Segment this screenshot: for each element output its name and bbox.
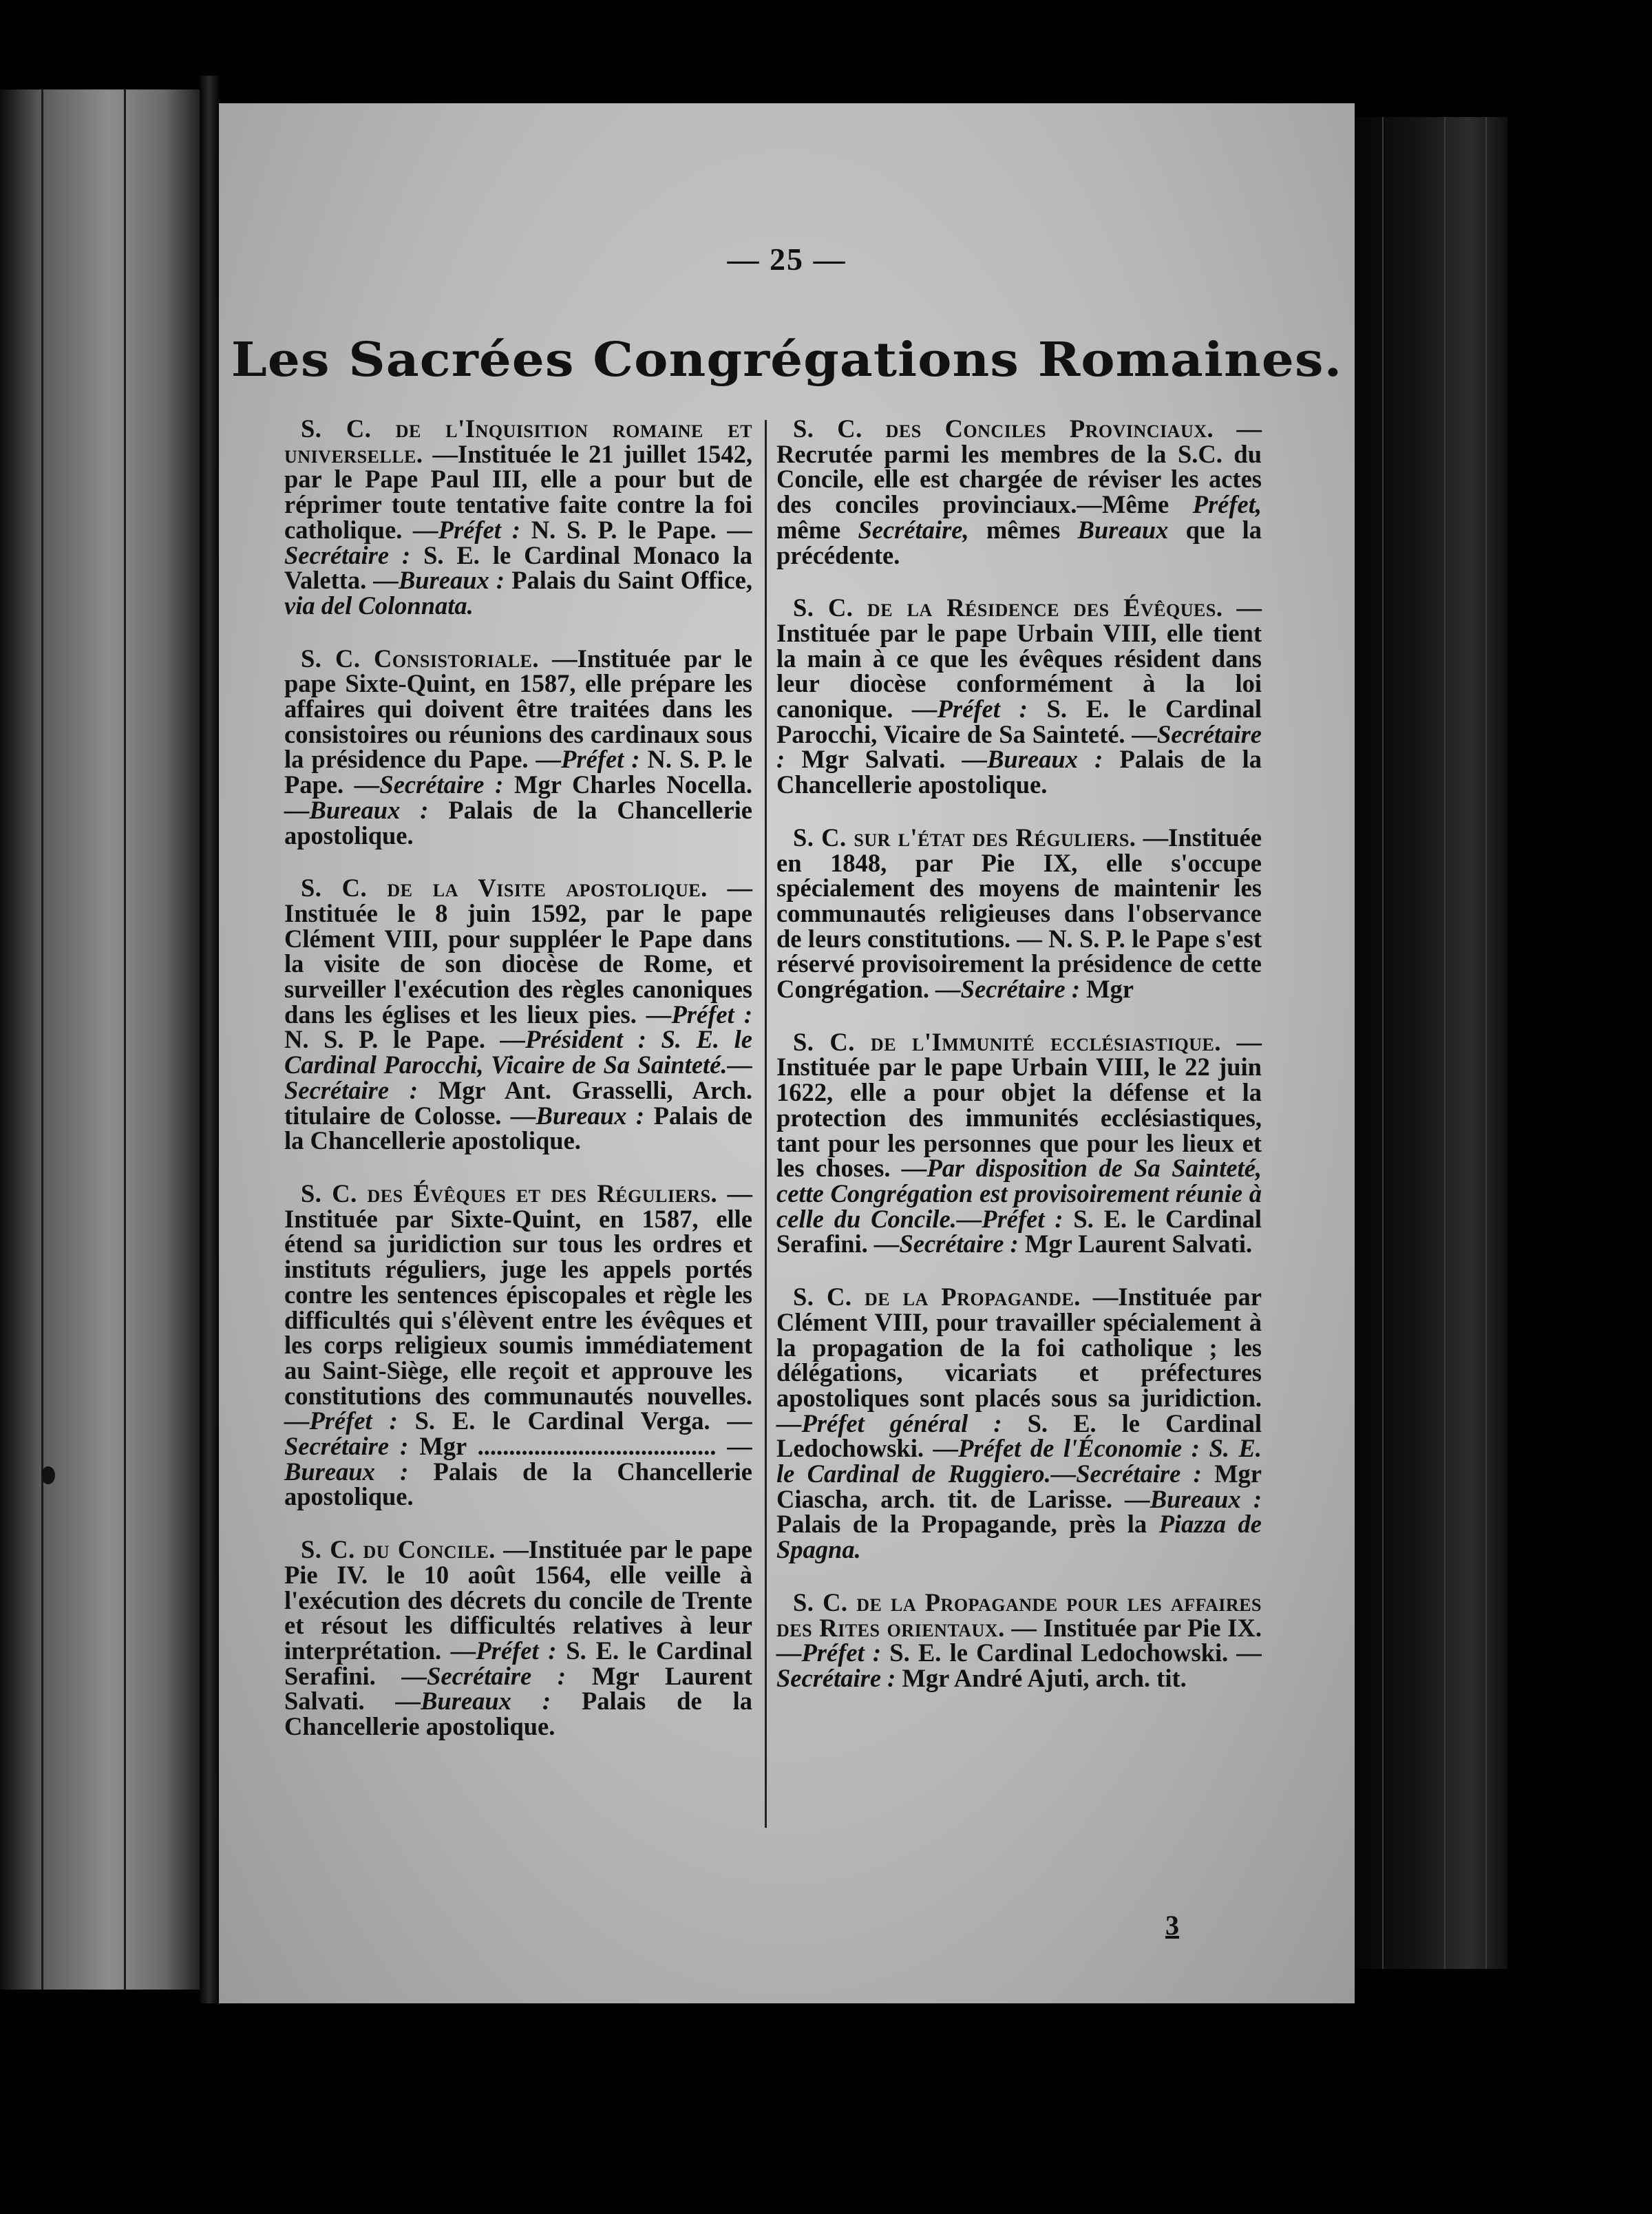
entry-body: —Recrutée parmi les membres de la S.C. du Concile, elle est chargée de réviser les actes des conciles provinciaux.—Même	[776, 414, 1262, 519]
secretaire-name: Mgr Salvati.	[801, 745, 946, 774]
secretaire-label: —Secrétaire :	[935, 975, 1080, 1004]
bureaux-address: Palais de la Chancellerie apostolique.	[284, 1457, 752, 1511]
congregation-entry	[776, 414, 1262, 569]
congregation-entry	[284, 1181, 752, 1510]
secretaire-label: —Président : S. E. le Cardinal Parocchi, Vicaire de Sa Sainteté.—Secrétaire :	[284, 1025, 753, 1104]
bureaux-address: Palais du Saint Office,	[511, 566, 753, 595]
secretaire-name: Mgr Ant. Grasselli, Arch. titulaire de Colosse.	[284, 1075, 753, 1130]
bureaux-label: —Bureaux :	[373, 566, 505, 595]
entry-heading: S. C. de la Propagande.	[793, 1283, 1081, 1311]
entry-body: — Instituée par Pie IX.	[1011, 1613, 1262, 1642]
entry-body: —Instituée le 8 juin 1592, par le pape Clément VIII, pour suppléer le Pape dans la visite de son diocèse de Rome, et surveiller l'exécution des règles canoniques dans les églises et les lieux pies.	[284, 874, 752, 1029]
entry-heading: S. C. du Concile.	[301, 1535, 496, 1564]
congregation-entry	[284, 646, 752, 849]
entry-body: —Instituée par le pape Pie IV. le 10 août 1564, elle veille à l'exécution des décrets du concile de Trente et résout les difficultés relatives à leur interprétation.	[284, 1535, 753, 1665]
congregation-entry	[284, 876, 752, 1154]
book-fore-edge	[1355, 117, 1507, 1969]
prefet-name: S. E. le Cardinal Serafini.	[284, 1636, 752, 1690]
congregation-entry	[776, 825, 1262, 1002]
secretaire-name: Mgr Ciascha, arch. tit. de Larisse.	[776, 1459, 1262, 1513]
bureaux-label: — Bureaux :	[284, 1432, 753, 1486]
entry-heading: S. C. sur l'état des Réguliers.	[793, 823, 1136, 852]
bureaux-label: —Bureaux :	[510, 1101, 645, 1130]
secretaire-label: —Secrétaire :	[354, 770, 504, 799]
entry-body: —Instituée en 1848, par Pie IX, elle s'occupe spécialement des moyens de maintenir les communautés religieuses dans l'observance de leurs constitutions. — N. S. P. le Pape s'est réservé provisoirement la présidence de cette Congrégation.	[776, 823, 1262, 1004]
printed-page	[219, 103, 1355, 2003]
entry-heading: S. C. de l'Immunité ecclésiastique.	[793, 1027, 1221, 1056]
bureaux-address: Palais de la Chancellerie apostolique.	[284, 1101, 752, 1155]
page-edge-line	[1382, 117, 1384, 1969]
prefet-label: —Préfet :	[284, 1406, 398, 1435]
bureaux-label: —Bureaux :	[284, 795, 429, 824]
congregation-entry	[284, 1537, 752, 1740]
bureaux-label: —Bureaux :	[962, 745, 1103, 774]
prefet-label: —Préfet :	[646, 1000, 753, 1029]
secretaire-label: —Secrétaire :	[284, 1406, 753, 1461]
bureaux-address: Palais de la Chancellerie apostolique.	[284, 795, 752, 850]
bureaux-extra: via del Colonnata.	[284, 591, 474, 620]
bureaux-address: Palais de la Propagande, près la	[776, 1510, 1147, 1539]
column-divider	[765, 420, 767, 1828]
congregation-entry	[776, 1027, 1262, 1258]
facing-page-edge	[0, 89, 200, 1990]
secretaire-label: —Secrétaire :	[776, 719, 1262, 774]
entry-body: —Instituée le 21 juillet 1542, par le Pape Paul III, elle a pour but de réprimer toute tentative faite contre la foi catholique.	[284, 439, 752, 544]
entry-body: —Instituée par le pape Urbain VIII, le 22 juin 1622, elle a pour objet la défense et la protection des immunités ecclésiastiques, tant pour les personnes que pour les lieux et les choses.	[776, 1027, 1262, 1183]
prefet-label: Préfet,	[1192, 490, 1262, 519]
secretaire-label: —Préfet de l'Économie : S. E. le Cardinal de Ruggiero.—Secrétaire :	[776, 1434, 1262, 1488]
congregation-entry	[776, 595, 1262, 798]
secretaire-name: Mgr Charles Nocella.	[514, 770, 752, 799]
page-number: — 25 —	[727, 242, 847, 277]
prefet-label: —Préfet général :	[776, 1409, 1002, 1437]
left-column	[284, 414, 753, 1767]
secretaire-label: —Secrétaire :	[401, 1661, 566, 1690]
prefet-label: —Préfet :	[413, 515, 520, 544]
prefet-name: N. S. P. le Pape.	[284, 1025, 486, 1054]
secretaire-name: Mgr ......................................	[419, 1432, 717, 1461]
prefet-label: —Préfet :	[450, 1636, 557, 1665]
entry-heading: S. C. de l'Inquisition romaine et universelle.	[284, 414, 752, 468]
prefet-label: —Préfet :	[776, 1638, 882, 1667]
entry-heading: S. C. de la Propagande pour les affaires des Rites orientaux.	[776, 1588, 1262, 1642]
entry-heading: S. C. Consistoriale.	[301, 644, 540, 673]
congregation-entry	[284, 414, 753, 620]
page-edge-line	[124, 89, 126, 1990]
secretaire-name: S. E. le Cardinal Monaco la Valetta.	[284, 540, 752, 595]
bureaux-label: —Bureaux :	[395, 1687, 551, 1716]
bureaux-address: que la précédente.	[776, 515, 1262, 569]
signature-mark: 3	[1165, 1910, 1179, 1941]
page-edge-line	[1485, 117, 1487, 1969]
secretaire-name: Mgr André Ajuti, arch. tit.	[902, 1663, 1187, 1692]
secretaire-name: Mgr Laurent Salvati.	[284, 1661, 753, 1716]
secretaire-label: —Secrétaire :	[873, 1230, 1019, 1258]
secretaire-name: Mgr	[1086, 975, 1134, 1004]
prefet-name: S. E. le Cardinal Serafini.	[776, 1204, 1262, 1258]
prefet-label: —Par disposition de Sa Sainteté, cette Congrégation est provisoirement réunie à celle du Concile.—Préfet :	[776, 1154, 1262, 1233]
prefet-name: S. E. le Cardinal Ledochowski.	[776, 1409, 1262, 1463]
bureaux-extra: Piazza de Spagna.	[776, 1510, 1262, 1564]
entry-body: —Instituée par le pape Sixte-Quint, en 1587, elle prépare les affaires qui doivent être traitées dans les consistoires ou réunions des cardinaux sous la présidence du Pape.	[284, 644, 752, 774]
right-column	[776, 414, 1262, 1719]
bureaux-label: Bureaux	[1077, 515, 1169, 544]
entry-body: —Instituée par le pape Urbain VIII, elle tient la main à ce que les évêques résident dans leur diocèse conformément à la loi canonique.	[776, 593, 1262, 724]
bureaux-address: Palais de la Chancellerie apostolique.	[284, 1687, 752, 1741]
page-title: Les Sacrées Congrégations Romaines.	[231, 333, 1343, 388]
secretaire-name: mêmes	[986, 515, 1061, 544]
prefet-name: même	[776, 515, 841, 544]
entry-heading: S. C. des Conciles Provinciaux.	[793, 414, 1214, 443]
secretaire-label: Secrétaire,	[858, 515, 969, 544]
congregation-entry	[776, 1590, 1262, 1691]
bureaux-label: —Bureaux :	[1125, 1484, 1262, 1513]
prefet-name: N. S. P. le Pape.	[284, 745, 752, 799]
scan-speck	[41, 1466, 55, 1484]
page-edge-line	[1444, 117, 1446, 1969]
book-gutter	[200, 76, 219, 2003]
entry-heading: S. C. de la Visite apostolique.	[301, 874, 708, 903]
entry-body: —Instituée par Sixte-Quint, en 1587, elle étend sa juridiction sur tous les ordres et instituts réguliers, juge les appels portés contre les sentences épiscopales et règle les difficultés qui s'élèvent entre les évêques et les corps religieux soumis immédiatement au Saint-Siège, elle reçoit et approuve les constitutions des communautés nouvelles.	[284, 1179, 752, 1410]
prefet-name: S. E. le Cardinal Parocchi, Vicaire de Sa Sainteté.	[776, 695, 1262, 748]
entry-heading: S. C. de la Résidence des Évêques.	[793, 593, 1223, 622]
page-edge-line	[41, 89, 43, 1990]
entry-body: —Instituée par Clément VIII, pour travailler spécialement à la propagation de la foi catholique ; les délégations, vicariats et préfectures apostoliques sont placés sous sa juridiction.	[776, 1283, 1262, 1412]
prefet-name: N. S. P. le Pape.	[531, 515, 717, 544]
secretaire-name: Mgr Laurent Salvati.	[1024, 1230, 1253, 1258]
prefet-label: —Préfet :	[536, 745, 640, 774]
prefet-label: —Préfet :	[912, 695, 1028, 724]
prefet-name: S. E. le Cardinal Ledochowski.	[889, 1638, 1229, 1667]
congregation-entry	[776, 1285, 1262, 1563]
entry-heading: S. C. des Évêques et des Réguliers.	[301, 1179, 718, 1208]
secretaire-label: —Secrétaire :	[284, 515, 753, 569]
secretaire-label: — Secrétaire :	[776, 1638, 1262, 1692]
bureaux-address: Palais de la Chancellerie apostolique.	[776, 745, 1262, 799]
prefet-name: S. E. le Cardinal Verga.	[414, 1406, 710, 1435]
